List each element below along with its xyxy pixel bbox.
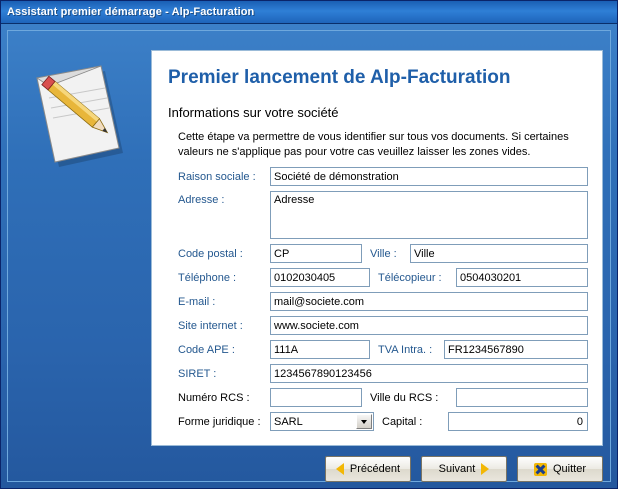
capital-input[interactable] bbox=[448, 412, 588, 431]
row-raison-sociale bbox=[178, 167, 588, 186]
raison-sociale-input[interactable] bbox=[270, 167, 588, 186]
numero-rcs-label: Numéro RCS : bbox=[178, 391, 250, 404]
company-info-form bbox=[178, 167, 588, 436]
chevron-left-icon bbox=[336, 463, 344, 475]
page-title: Premier lancement de Alp-Facturation bbox=[168, 67, 511, 88]
window-title: Assistant premier démarrage - Alp-Facturation bbox=[7, 6, 255, 18]
code-postal-input[interactable] bbox=[270, 244, 362, 263]
code-ape-label: Code APE : bbox=[178, 343, 235, 356]
site-internet-input[interactable] bbox=[270, 316, 588, 335]
quit-button-label: Quitter bbox=[552, 463, 586, 475]
telecopieur-label: Télécopieur : bbox=[378, 271, 442, 284]
siret-label: SIRET : bbox=[178, 367, 217, 380]
tva-label: TVA Intra. : bbox=[378, 343, 433, 356]
close-icon bbox=[534, 463, 547, 476]
email-input[interactable] bbox=[270, 292, 588, 311]
illustration-svg bbox=[19, 52, 139, 172]
row-email bbox=[178, 292, 588, 311]
wizard-button-bar bbox=[151, 456, 603, 482]
forme-juridique-select[interactable] bbox=[270, 412, 374, 431]
tva-input[interactable] bbox=[444, 340, 588, 359]
capital-label: Capital : bbox=[382, 415, 423, 428]
numero-rcs-input[interactable] bbox=[270, 388, 362, 407]
adresse-textarea[interactable] bbox=[270, 191, 588, 239]
row-site-internet bbox=[178, 316, 588, 335]
document-pencil-illustration bbox=[19, 52, 139, 172]
previous-button-label: Précédent bbox=[349, 463, 401, 475]
next-button-label: Suivant bbox=[438, 463, 476, 475]
siret-input[interactable] bbox=[270, 364, 588, 383]
title-bar bbox=[1, 1, 617, 24]
next-button[interactable] bbox=[421, 456, 507, 482]
row-telephone-telecopieur bbox=[178, 268, 588, 287]
row-adresse bbox=[178, 191, 588, 239]
previous-button[interactable] bbox=[325, 456, 411, 482]
email-label: E-mail : bbox=[178, 295, 216, 308]
quit-button[interactable] bbox=[517, 456, 603, 482]
chevron-right-icon bbox=[481, 463, 489, 475]
row-rcs bbox=[178, 388, 588, 407]
row-forme-juridique-capital bbox=[178, 412, 588, 431]
forme-juridique-label: Forme juridique : bbox=[178, 415, 261, 428]
telephone-label: Téléphone : bbox=[178, 271, 237, 284]
row-code-ape-tva bbox=[178, 340, 588, 359]
ville-rcs-label: Ville du RCS : bbox=[370, 391, 439, 404]
ville-label: Ville : bbox=[370, 247, 397, 260]
code-postal-label: Code postal : bbox=[178, 247, 243, 260]
site-internet-label: Site internet : bbox=[178, 319, 243, 332]
row-siret bbox=[178, 364, 588, 383]
telephone-input[interactable] bbox=[270, 268, 370, 287]
raison-sociale-label: Raison sociale : bbox=[178, 170, 256, 183]
row-code-postal-ville bbox=[178, 244, 588, 263]
telecopieur-input[interactable] bbox=[456, 268, 588, 287]
ville-input[interactable] bbox=[410, 244, 588, 263]
intro-text: Cette étape va permettre de vous identifier sur tous vos documents. Si certaines valeurs ne s'applique pas pour votre cas veuillez laisser les zones vides. bbox=[178, 131, 569, 158]
adresse-label: Adresse : bbox=[178, 194, 225, 206]
forme-juridique-value: SARL bbox=[274, 415, 303, 428]
content-panel bbox=[151, 50, 603, 446]
window-client-area bbox=[1, 24, 617, 488]
code-ape-input[interactable] bbox=[270, 340, 370, 359]
section-title: Informations sur votre société bbox=[168, 105, 339, 120]
ville-rcs-input[interactable] bbox=[456, 388, 588, 407]
chevron-down-icon[interactable] bbox=[356, 414, 372, 429]
